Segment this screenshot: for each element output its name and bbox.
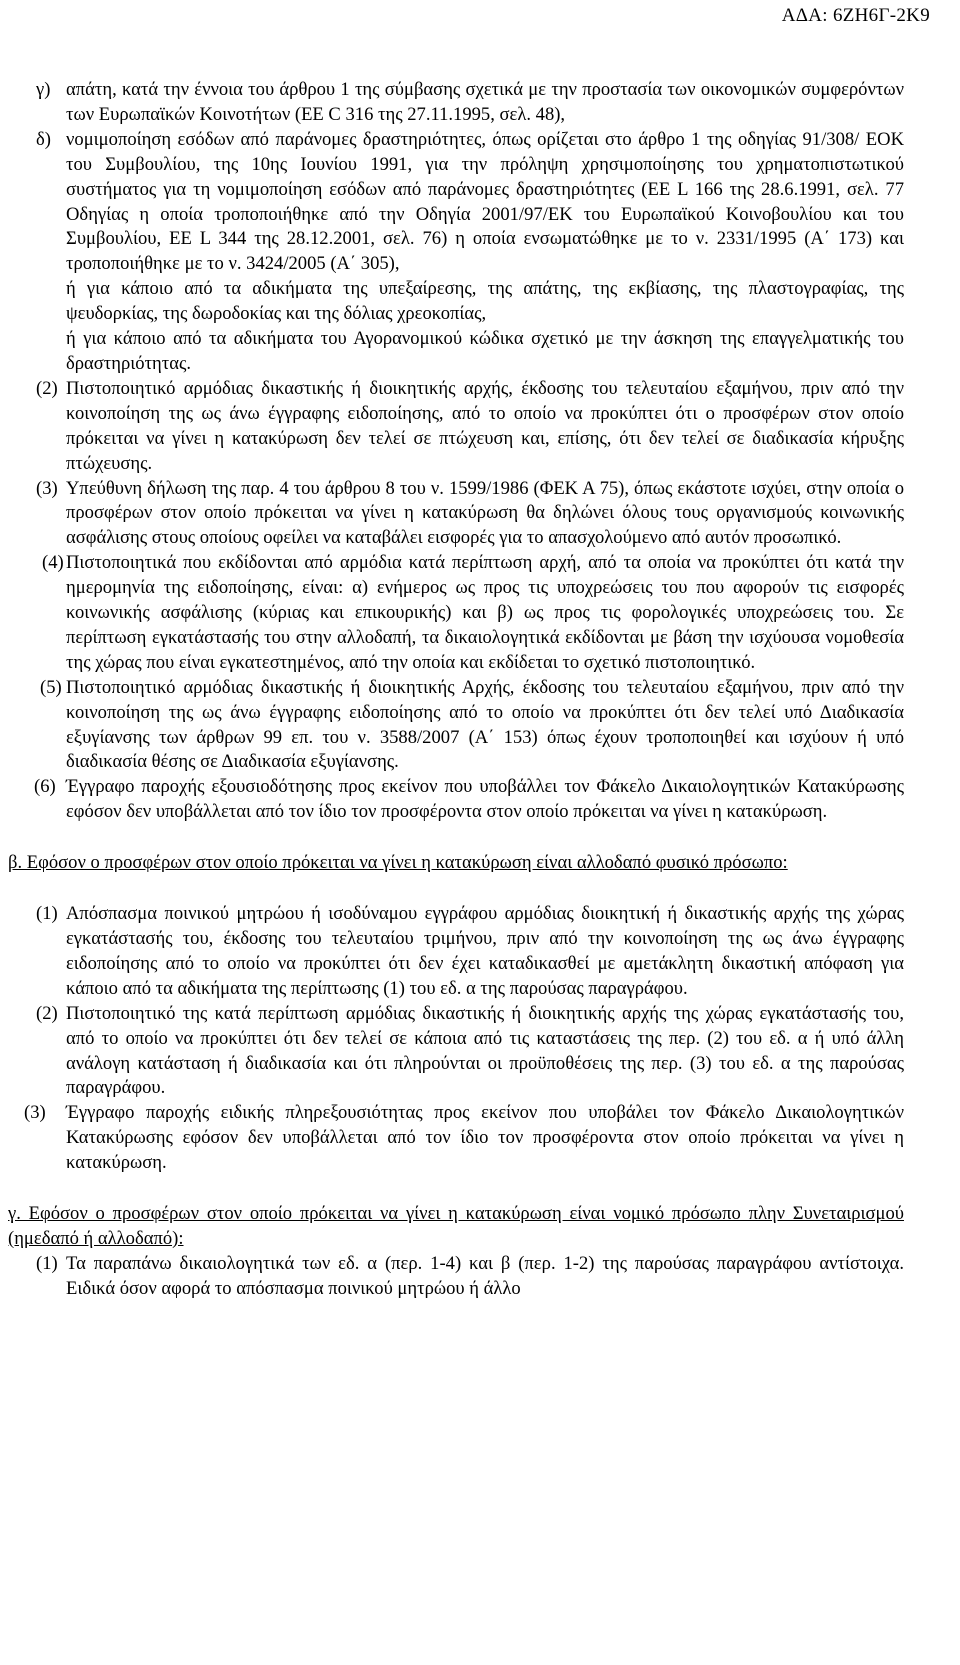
spacer <box>0 825 960 851</box>
item-text: Τα παραπάνω δικαιολογητικά των εδ. α (περ. 1-4) και β (περ. 1-2) της παρούσας παραγράφου αντίστοιχα. Ειδικά όσον αφορά το απόσπασμα ποινικού μητρώου ή άλλο <box>66 1252 904 1299</box>
item-label: δ) <box>36 128 51 150</box>
list-item-b3 <box>24 1101 904 1176</box>
list-item-a6 <box>34 775 904 825</box>
section-c-heading: γ. Εφόσον ο προσφέρων στον οποίο πρόκειται να γίνει η κατακύρωση είναι νομικό πρόσωπο πλην Συνεταιρισμού (ημεδαπό ή αλλοδαπό): <box>8 1203 904 1249</box>
spacer <box>0 876 960 902</box>
item-text: Έγγραφο παροχής εξουσιοδότησης προς εκείνον που υποβάλλει τον Φάκελο Δικαιολογητικών Κατακύρωσης εφόσον δεν υποβάλλεται από τον ίδιο τον προσφέροντα στον οποίο πρόκειται να γίνει η κατακύρωση. <box>66 776 904 823</box>
item-text: Απόσπασμα ποινικού μητρώου ή ισοδύναμου εγγράφου αρμόδιας διοικητική ή δικαστικής αρχής της χώρας εγκατάστασής του, έκδοσης του τελευταίου τριμήνου, πριν από την κοινοποίηση της ως άνω έγγραφης ειδοποίησης από το οποίο να προκύπτει ότι δεν έχει καταδικασθεί με αμετάκλητη δικαστική απόφαση για κάποιο από τα αδικήματα της περίπτωσης (1) του εδ. α της παρούσας παραγράφου. <box>66 903 904 999</box>
section-b-heading: β. Εφόσον ο προσφέρων στον οποίο πρόκειται να γίνει η κατακύρωση είναι αλλοδαπό φυσικό πρόσωπο: <box>8 852 788 874</box>
item-text: απάτη, κατά την έννοια του άρθρου 1 της σύμβασης σχετικά με την προστασία των οικονομικών συμφερόντων των Ευρωπαϊκών Κοινοτήτων (ΕΕ C 316 της 27.11.1995, σελ. 48), <box>66 79 904 125</box>
item-text: Έγγραφο παροχής ειδικής πληρεξουσιότητας προς εκείνον που υποβάλει τον Φάκελο Δικαιολογητικών Κατακύρωσης εφόσον δεν υποβάλλεται από τον ίδιο τον προσφέροντα στον οποίο πρόκειται να γίνει η κατακύρωση. <box>66 1102 904 1174</box>
item-label: (1) <box>36 903 58 925</box>
item-label: (2) <box>36 1002 58 1024</box>
item-text: Πιστοποιητικά που εκδίδονται από αρμόδια κατά περίπτωση αρχή, από τα οποία να προκύπτει ότι κατά την ημερομηνία της ειδοποίησης, είναι: α) ενήμερος ως προς τις υποχρεώσεις του που αφορούν τις εισφορές κοινωνικής ασφάλισης (κύριας και επικουρικής) και β) ως προς τις φορολογικές υποχρεώσεις του. Σε περίπτωση εγκατάστασής του στην αλλοδαπή, τα δικαιολογητικά εκδίδονται με βάση την ισχύουσα νομοθεσία της χώρας που είναι εγκατεστημένος, από την οποία και εκδίδεται το σχετικό πιστοποιητικό. <box>66 552 904 673</box>
item-text: Υπεύθυνη δήλωση της παρ. 4 του άρθρου 8 του ν. 1599/1986 (ΦΕΚ Α 75), όπως εκάστοτε ισχύει, στην οποία ο προσφέρων στον οποίο πρόκειται να γίνει η κατακύρωση θα δηλώνει όλους τους οργανισμούς κοινωνικής ασφάλισης στους οποίους οφείλει να καταβάλει εισφορές για το απασχολούμενο από αυτόν προσωπικό. <box>66 477 904 549</box>
item-label: (3) <box>24 1102 46 1124</box>
list-item-delta <box>0 128 904 277</box>
or-paragraph-market-code: ή για κάποιο από τα αδικήματα του Αγορανομικού κώδικα σχετικό με την άσκηση της επαγγελματικής του δραστηριότητας. <box>66 328 904 374</box>
list-item-b1 <box>36 902 904 1002</box>
list-item-c1 <box>36 1252 904 1302</box>
item-label: (2) <box>36 377 58 399</box>
spacer <box>0 1176 960 1202</box>
item-label: (5) <box>40 676 62 698</box>
item-label: (1) <box>36 1252 58 1274</box>
list-item-a2 <box>36 377 904 477</box>
ada-identifier: ΑΔΑ: 6ΖΗ6Γ-2Κ9 <box>781 5 930 26</box>
or-paragraph-offences: ή για κάποιο από τα αδικήματα της υπεξαίρεσης, της απάτης, της εκβίασης, της πλαστογραφίας, της ψευδορκίας, της δωροδοκίας και της δόλιας χρεοκοπίας, <box>66 278 904 325</box>
list-item-a4 <box>42 551 904 676</box>
item-text: Πιστοποιητικό αρμόδιας δικαστικής ή διοικητικής Αρχής, έκδοσης του τελευταίου εξαμήνου, πριν από την κοινοποίηση της ως άνω έγγραφης ειδοποίησης από το οποίο να προκύπτει ότι δεν τελεί υπό Διαδικασία εξυγίανσης των άρθρων 99 επ. του ν. 3588/2007 (Α΄ 153) όπως έχουν τροποποιηθεί και ισχύουν ή υπό διαδικασία θέσης σε Διαδικασία εξυγίανσης. <box>66 676 904 773</box>
list-item-a3 <box>36 477 904 552</box>
item-text: νομιμοποίηση εσόδων από παράνομες δραστηριότητες, όπως ορίζεται στο άρθρο 1 της οδηγίας 91/308/ ΕΟΚ του Συμβουλίου, της 10ης Ιουνίου 1991, για την πρόληψη χρησιμοποίησης του χρηματοπιστωτικού συστήματος για τη νομιμοποίηση εσόδων από παράνομες δραστηριότητες (ΕΕ L 166 της 28.6.1991, σελ. 77 Οδηγίας η οποία τροποποιήθηκε από την Οδηγία 2001/97/ΕΚ του Ευρωπαϊκού Κοινοβουλίου και του Συμβουλίου, ΕΕ L 344 της 28.12.2001, σελ. 76) η οποία ενσωματώθηκε με το ν. 2331/1995 (Α΄ 173) και τροποποιήθηκε με το ν. 3424/2005 (Α΄ 305), <box>66 128 904 275</box>
list-item-gamma <box>0 78 904 128</box>
item-label: (4) <box>42 552 64 574</box>
item-label: (6) <box>34 776 56 798</box>
item-text: Πιστοποιητικό αρμόδιας δικαστικής ή διοικητικής αρχής, έκδοσης του τελευταίου εξαμήνου, πριν από την κοινοποίηση της ως άνω έγγραφης ειδοποίησης, από το οποίο να προκύπτει ότι ο προσφέρων στον οποίο πρόκειται να γίνει η κατακύρωση δεν τελεί σε πτώχευση και, επίσης, ότι δεν τελεί σε διαδικασία κήρυξης πτώχευσης. <box>66 377 904 474</box>
list-item-a5 <box>40 676 904 776</box>
item-text: Πιστοποιητικό της κατά περίπτωση αρμόδιας δικαστικής ή διοικητικής αρχής της χώρας εγκατάστασής του, από το οποίο να προκύπτει ότι δεν τελεί σε κάποια από τις καταστάσεις της περ. (2) του εδ. α ή υπό άλλη ανάλογη κατάσταση ή διαδικασία και ότι πληρούνται οι προϋποθέσεις της περ. (3) του εδ. α της παρούσας παραγράφου. <box>66 1002 904 1099</box>
list-item-b2 <box>36 1002 904 1102</box>
item-label: (3) <box>36 477 58 499</box>
document-body <box>0 78 960 1302</box>
item-label: γ) <box>36 79 51 100</box>
